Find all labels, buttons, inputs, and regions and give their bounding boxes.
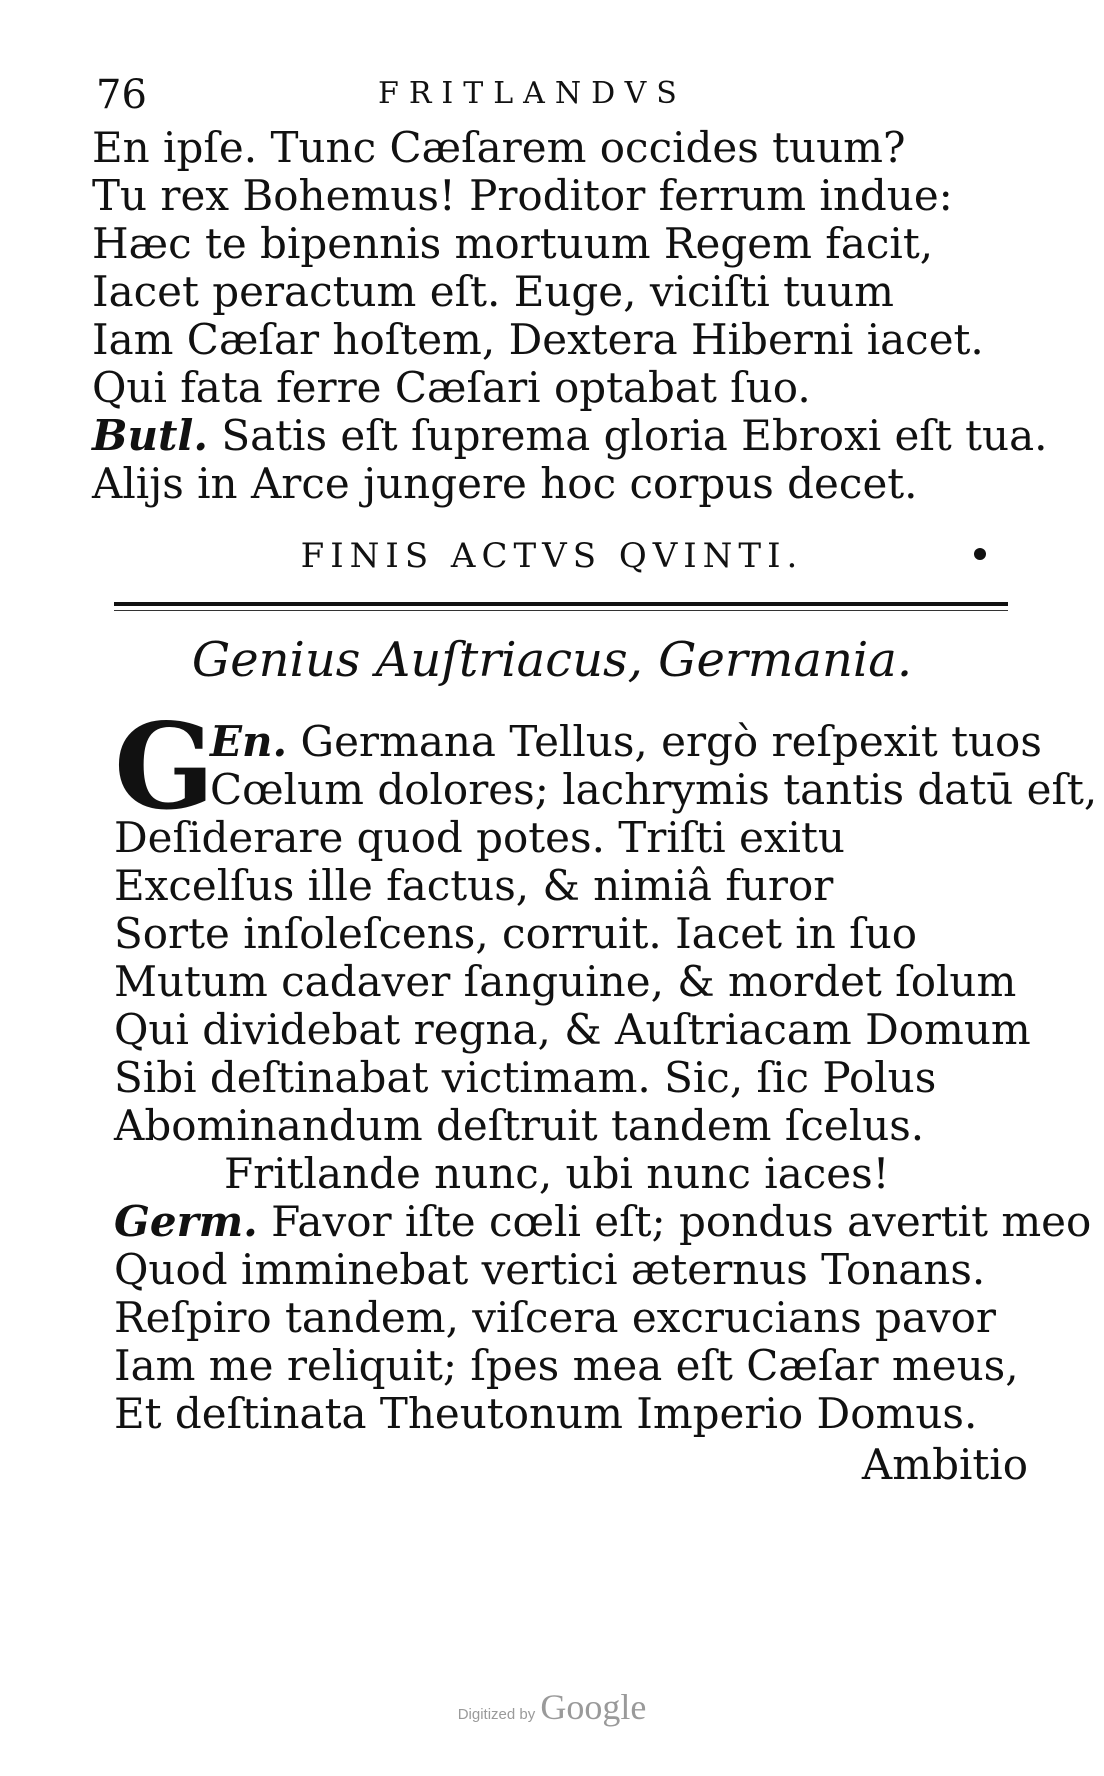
ornament-dot [974, 548, 986, 560]
section-divider-thin [114, 610, 1008, 611]
verse-line: Qui fata ferre Cæſari optabat ſuo. [92, 363, 811, 412]
verse-line: Fritlande nunc, ubi nunc iaces! [224, 1149, 890, 1198]
verse-line: Sorte inſoleſcens, corruit. Iacet in ſuo [114, 909, 918, 958]
section-divider [114, 602, 1008, 606]
verse-line: Deſiderare quod potes. Triſti exitu [114, 813, 845, 862]
verse-line: Mutum cadaver ſanguine, & mordet ſolum [114, 957, 1017, 1006]
verse-line: Qui dividebat regna, & Auſtriacam Domum [114, 1005, 1031, 1054]
verse-line: Iacet peractum eſt. Euge, viciſti tuum [92, 267, 894, 316]
verse-line: En ipſe. Tunc Cæſarem occides tuum? [92, 123, 906, 172]
speaker-name: Germ. [114, 1197, 258, 1246]
digitization-watermark [0, 1686, 1104, 1728]
verse-line: Quod imminebat vertici æternus Tonans. [114, 1245, 986, 1294]
google-wordmark: Google [540, 1687, 647, 1727]
verse-line: Tu rex Bohemus! Proditor ferrum indue: [92, 171, 953, 220]
act-five-closing-verses [92, 123, 1048, 508]
verse-line: Iam me reliquit; ſpes mea eſt Cæſar meus, [114, 1341, 1019, 1390]
verse-line: Butl. Satis eſt ſuprema gloria Ebroxi eſt tua. [92, 411, 1048, 460]
act-end-heading: FINIS ACTVS QVINTI. [300, 536, 804, 576]
verse-line: Iam Cæſar hoſtem, Dextera Hiberni iacet. [92, 315, 984, 364]
verse-line: Alijs in Arce jungere hoc corpus decet. [92, 459, 918, 508]
verse-line: Sibi deſtinabat victimam. Sic, ſic Polus [114, 1053, 937, 1102]
verse-line: Abominandum deſtruit tandem ſcelus. [114, 1101, 925, 1150]
verse-line: Reſpiro tandem, viſcera excrucians pavor [114, 1293, 996, 1342]
verse-line: Et deſtinata Theutonum Imperio Domus. [114, 1389, 978, 1438]
speaker-name: En. [210, 717, 288, 766]
digitized-by-label: Digitized by [457, 1706, 536, 1723]
page-number: 76 [96, 72, 147, 118]
verse-line: Germ. Favor iſte cœli eſt; pondus avertit meo [114, 1197, 1092, 1246]
catchword: Ambitio [861, 1440, 1028, 1489]
scene-title: Genius Auſtriacus, Germania. [191, 632, 913, 688]
drop-cap: G [114, 697, 215, 836]
verse-line: En. Germana Tellus, ergò reſpexit tuos [210, 717, 1042, 766]
page-header [96, 64, 804, 118]
speaker-name: Butl. [92, 411, 209, 460]
scene-verses [114, 697, 1098, 1438]
running-title: FRITLANDVS [378, 76, 687, 111]
verse-line: Excelſus ille factus, & nimiâ furor [114, 861, 834, 910]
verse-line: Cœlum dolores; lachrymis tantis datū eſt, [210, 765, 1098, 814]
verse-line: Hæc te bipennis mortuum Regem facit, [92, 219, 934, 268]
